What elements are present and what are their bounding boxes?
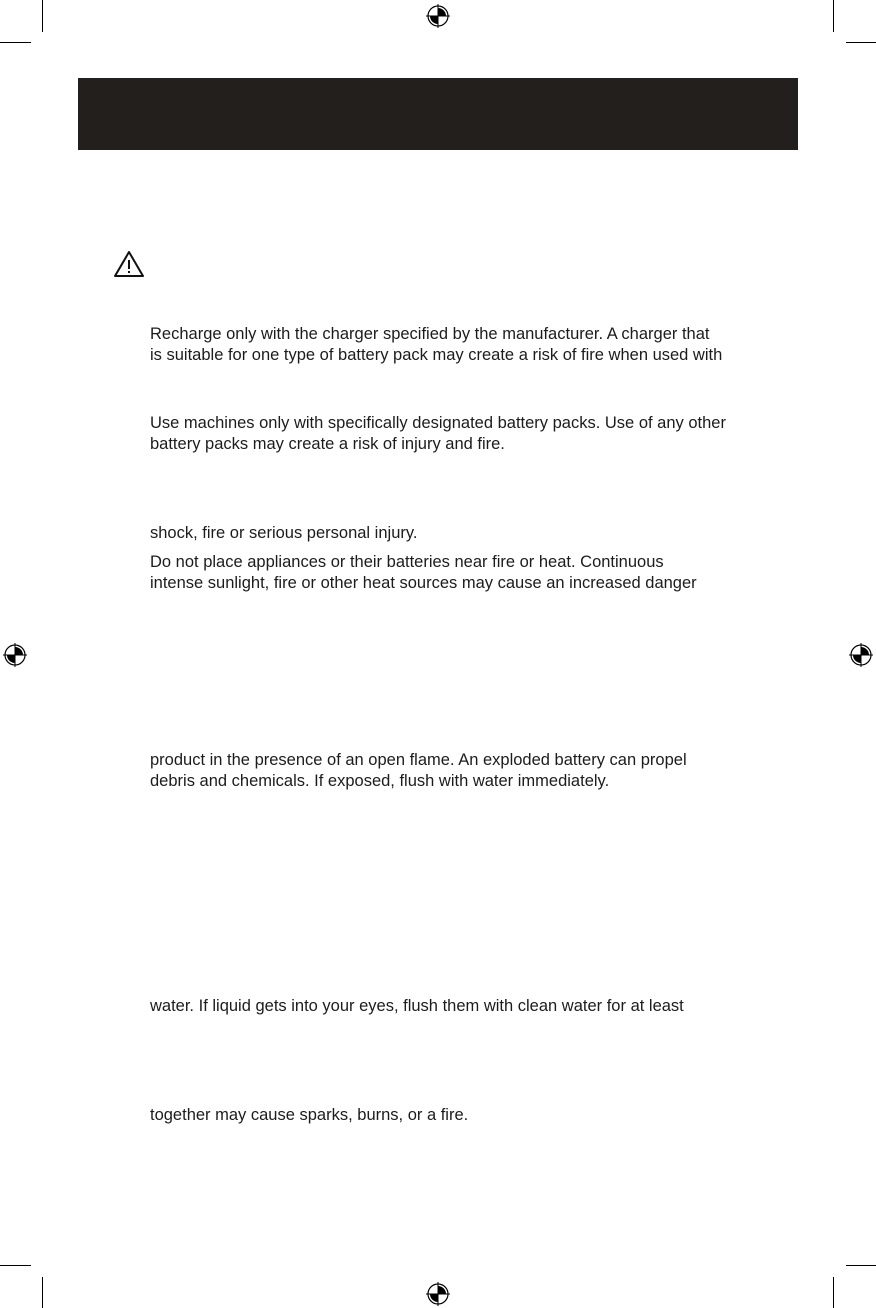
crop-mark-bottom-right-horizontal	[846, 1265, 876, 1266]
registration-crosshair-icon	[426, 1282, 450, 1306]
shock-warning-paragraph: shock, fire or serious personal injury.	[150, 524, 418, 542]
crop-mark-top-left-vertical	[42, 0, 43, 32]
liquid-eyes-warning-paragraph: water. If liquid gets into your eyes, flush them with clean water for at least	[150, 997, 684, 1015]
registration-crosshair-icon	[426, 4, 450, 28]
registration-crosshair-icon	[849, 643, 873, 667]
battery-pack-warning-paragraph: Use machines only with specifically designated battery packs. Use of any other battery packs may create a risk of injury and fire.	[150, 414, 726, 453]
crop-mark-top-right-vertical	[833, 0, 834, 32]
open-flame-warning-paragraph: product in the presence of an open flame. An exploded battery can propel debris and chemicals. If exposed, flush with water immediately.	[150, 751, 687, 790]
registration-crosshair-icon	[3, 643, 27, 667]
crop-mark-top-left-horizontal	[0, 42, 31, 43]
charger-warning-paragraph: Recharge only with the charger specified by the manufacturer. A charger that is suitable for one type of battery pack may create a risk of fire when used with	[150, 325, 723, 364]
crop-mark-top-right-horizontal	[846, 42, 876, 43]
heat-warning-paragraph: Do not place appliances or their batteries near fire or heat. Continuous intense sunlight, fire or other heat sources may cause an increased danger	[150, 553, 697, 592]
header-band	[78, 78, 798, 150]
crop-mark-bottom-left-horizontal	[0, 1265, 31, 1266]
crop-mark-bottom-left-vertical	[42, 1277, 43, 1308]
sparks-warning-paragraph: together may cause sparks, burns, or a fire.	[150, 1106, 469, 1124]
warning-triangle-icon	[113, 250, 145, 278]
crop-mark-bottom-right-vertical	[833, 1277, 834, 1308]
